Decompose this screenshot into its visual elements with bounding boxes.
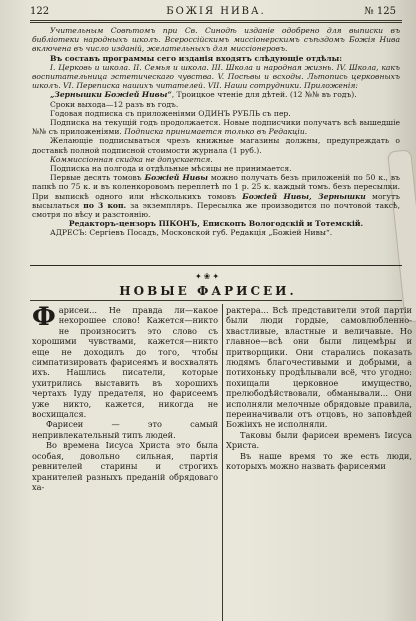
supplement-details: , Троицкое чтеніе для дѣтей. (12 №№ въ годъ). <box>171 90 357 100</box>
price-line: Годовая подписка съ приложеніями ОДИНЪ РУБЛЬ съ пер. <box>50 108 291 118</box>
issue-number: № 125 <box>364 6 396 17</box>
left-paragraph-2: Фарисеи — это самый непривлекательный типъ людей. <box>32 419 218 440</box>
offer-text-2: можно получать безъ приложеній по 50 к., въ папкѣ по 75 к. и въ коленкоровомъ переплетѣ по 1 р. 25 к. каждый томъ. безъ пересылки. При выпискѣ одного или нѣсколькихъ томовъ <box>32 173 400 201</box>
offer-paragraph <box>32 173 400 219</box>
article-left-column <box>32 302 218 621</box>
subscription-note: Подписка принимается только въ Редакціи. <box>121 127 308 137</box>
half-year-line: Подписка на полгода и отдѣльные мѣсяцы не принимается. <box>50 164 292 174</box>
header-rule-double <box>30 22 402 23</box>
article-right-column <box>226 305 412 621</box>
title-rule <box>30 300 402 301</box>
right-paragraph-2: Таковы были фарисеи временъ Іисуса Христа. <box>226 429 412 451</box>
offer-title: Божіей Нивы <box>144 173 208 183</box>
subscription-announcement <box>32 26 400 238</box>
journal-title: БОЖІЯ НИВА. <box>166 6 266 17</box>
left-paragraph-1 <box>32 302 218 420</box>
right-paragraph-1: рактера... Всѣ представители этой партіи были люди гордые, самовлюбленно-хвастливые, властные и величавые. Но главное—всѣ они были лицемѣры и притворщики. Они старались показать людямъ благочестивыми и добрыми, а потихоньку продѣлывали всё, что угодно: похищали церковное имущество, прелюбодѣйствовали, обманывали... Они исполняли мелочные обрядовые правила, переиначивали отъ отцовъ, но заповѣдей Божіихъ не исполняли. <box>226 305 412 430</box>
running-header <box>30 6 402 20</box>
column-divider <box>222 304 223 621</box>
right-paragraph-3: Въ наше время то же есть люди, которыхъ можно назвать фарисеями <box>226 450 412 472</box>
offer-text-4: за экземпляръ. Пересылка же производится по почтовой таксѣ, смотря по вѣсу и разстоянію. <box>32 200 400 220</box>
offer-price: по 3 коп. <box>83 200 127 210</box>
section-divider <box>30 265 402 266</box>
program-text: I. Церковь и школа. II. Семья и школа. III. Школа и народная жизнь. IV. Школа, какъ воспитательница эстетическаго чувства. V. Посѣвы и всходы. Льтопись церковныхъ школъ. VI. Переписка нашихъ читателей. VII. Наши сотрудники. Приложенія: <box>32 62 400 91</box>
subscription-line <box>32 118 400 136</box>
program-heading: Въ составъ программы сего изданія входятъ слѣдующіе отдѣлы: <box>50 53 343 63</box>
ornament: ✦❀✦ <box>194 272 222 281</box>
drop-cap: Ф <box>32 302 56 331</box>
terms-line: Сроки выхода—12 разъ въ годъ. <box>50 99 179 109</box>
offer-text-3: могутъ высылаться <box>32 191 401 210</box>
supplement-line <box>32 90 400 99</box>
page-number: 122 <box>30 6 50 17</box>
editor-line: Редакторъ-цензоръ ПІКОНЪ, Епископъ Вологодскій и Тотемскій. <box>68 219 364 229</box>
supplement-title: „Зернышки Божіей Нивы“ <box>50 90 172 100</box>
offer-title-2: Божіей Нивы, Зернышки <box>242 191 366 201</box>
address-line: АДРЕСЪ: Сергіевъ Посадъ, Московской губ. Редакція „Божіей Нивы“. <box>50 228 333 238</box>
article-title: НОВЫЕ ФАРИСЕИ. <box>119 284 297 298</box>
offer-text-1: Первые десять томовъ <box>50 173 145 183</box>
subscription-text: Подписка на текущій годъ продолжается. Новые подписчики получатъ всѣ вышедшіе №№ съ приложеніями. <box>32 118 400 137</box>
header-rule <box>30 20 402 21</box>
approval-text: Учительным Совѣтомъ при Св. Синодѣ изданіе одобрено для выписки въ библіотеки народныхъ школъ. Всероссійскимъ миссіонерскимъ съѣздомъ Божія Нива включена въ число изданій, желательныхъ для миссіонеровъ. <box>32 26 400 54</box>
left-paragraph-1-text: арисеи... Не правда ли—какое нехорошее слово! Кажется—никто не произноситъ это слово съ хорошими чувствами, кажется—никто еще не доходилъ до того, чтобы симпатизировать фарисеямъ и восхвалять ихъ. Нашлись писатели, которые ухитрились выставить въ хорошихъ чертахъ Іуду предателя, но фарисеемъ уже никто, кажется, никогда не восхищался. <box>32 305 218 420</box>
bookstores-line: Желающіе подписываться чрезъ книжные магазины должны, предупреждать о доставкѣ полной подписной стоимости журнала (1 руб.). <box>32 136 400 155</box>
left-paragraph-3: Во времена Іисуса Христа это была особая, довольно сильная, партія ревнителей старины и строгихъ хранителей разныхъ преданій обрядоваго ха- <box>32 440 218 492</box>
commission-line: Коммиссіонная скидка не допускается. <box>50 154 213 164</box>
